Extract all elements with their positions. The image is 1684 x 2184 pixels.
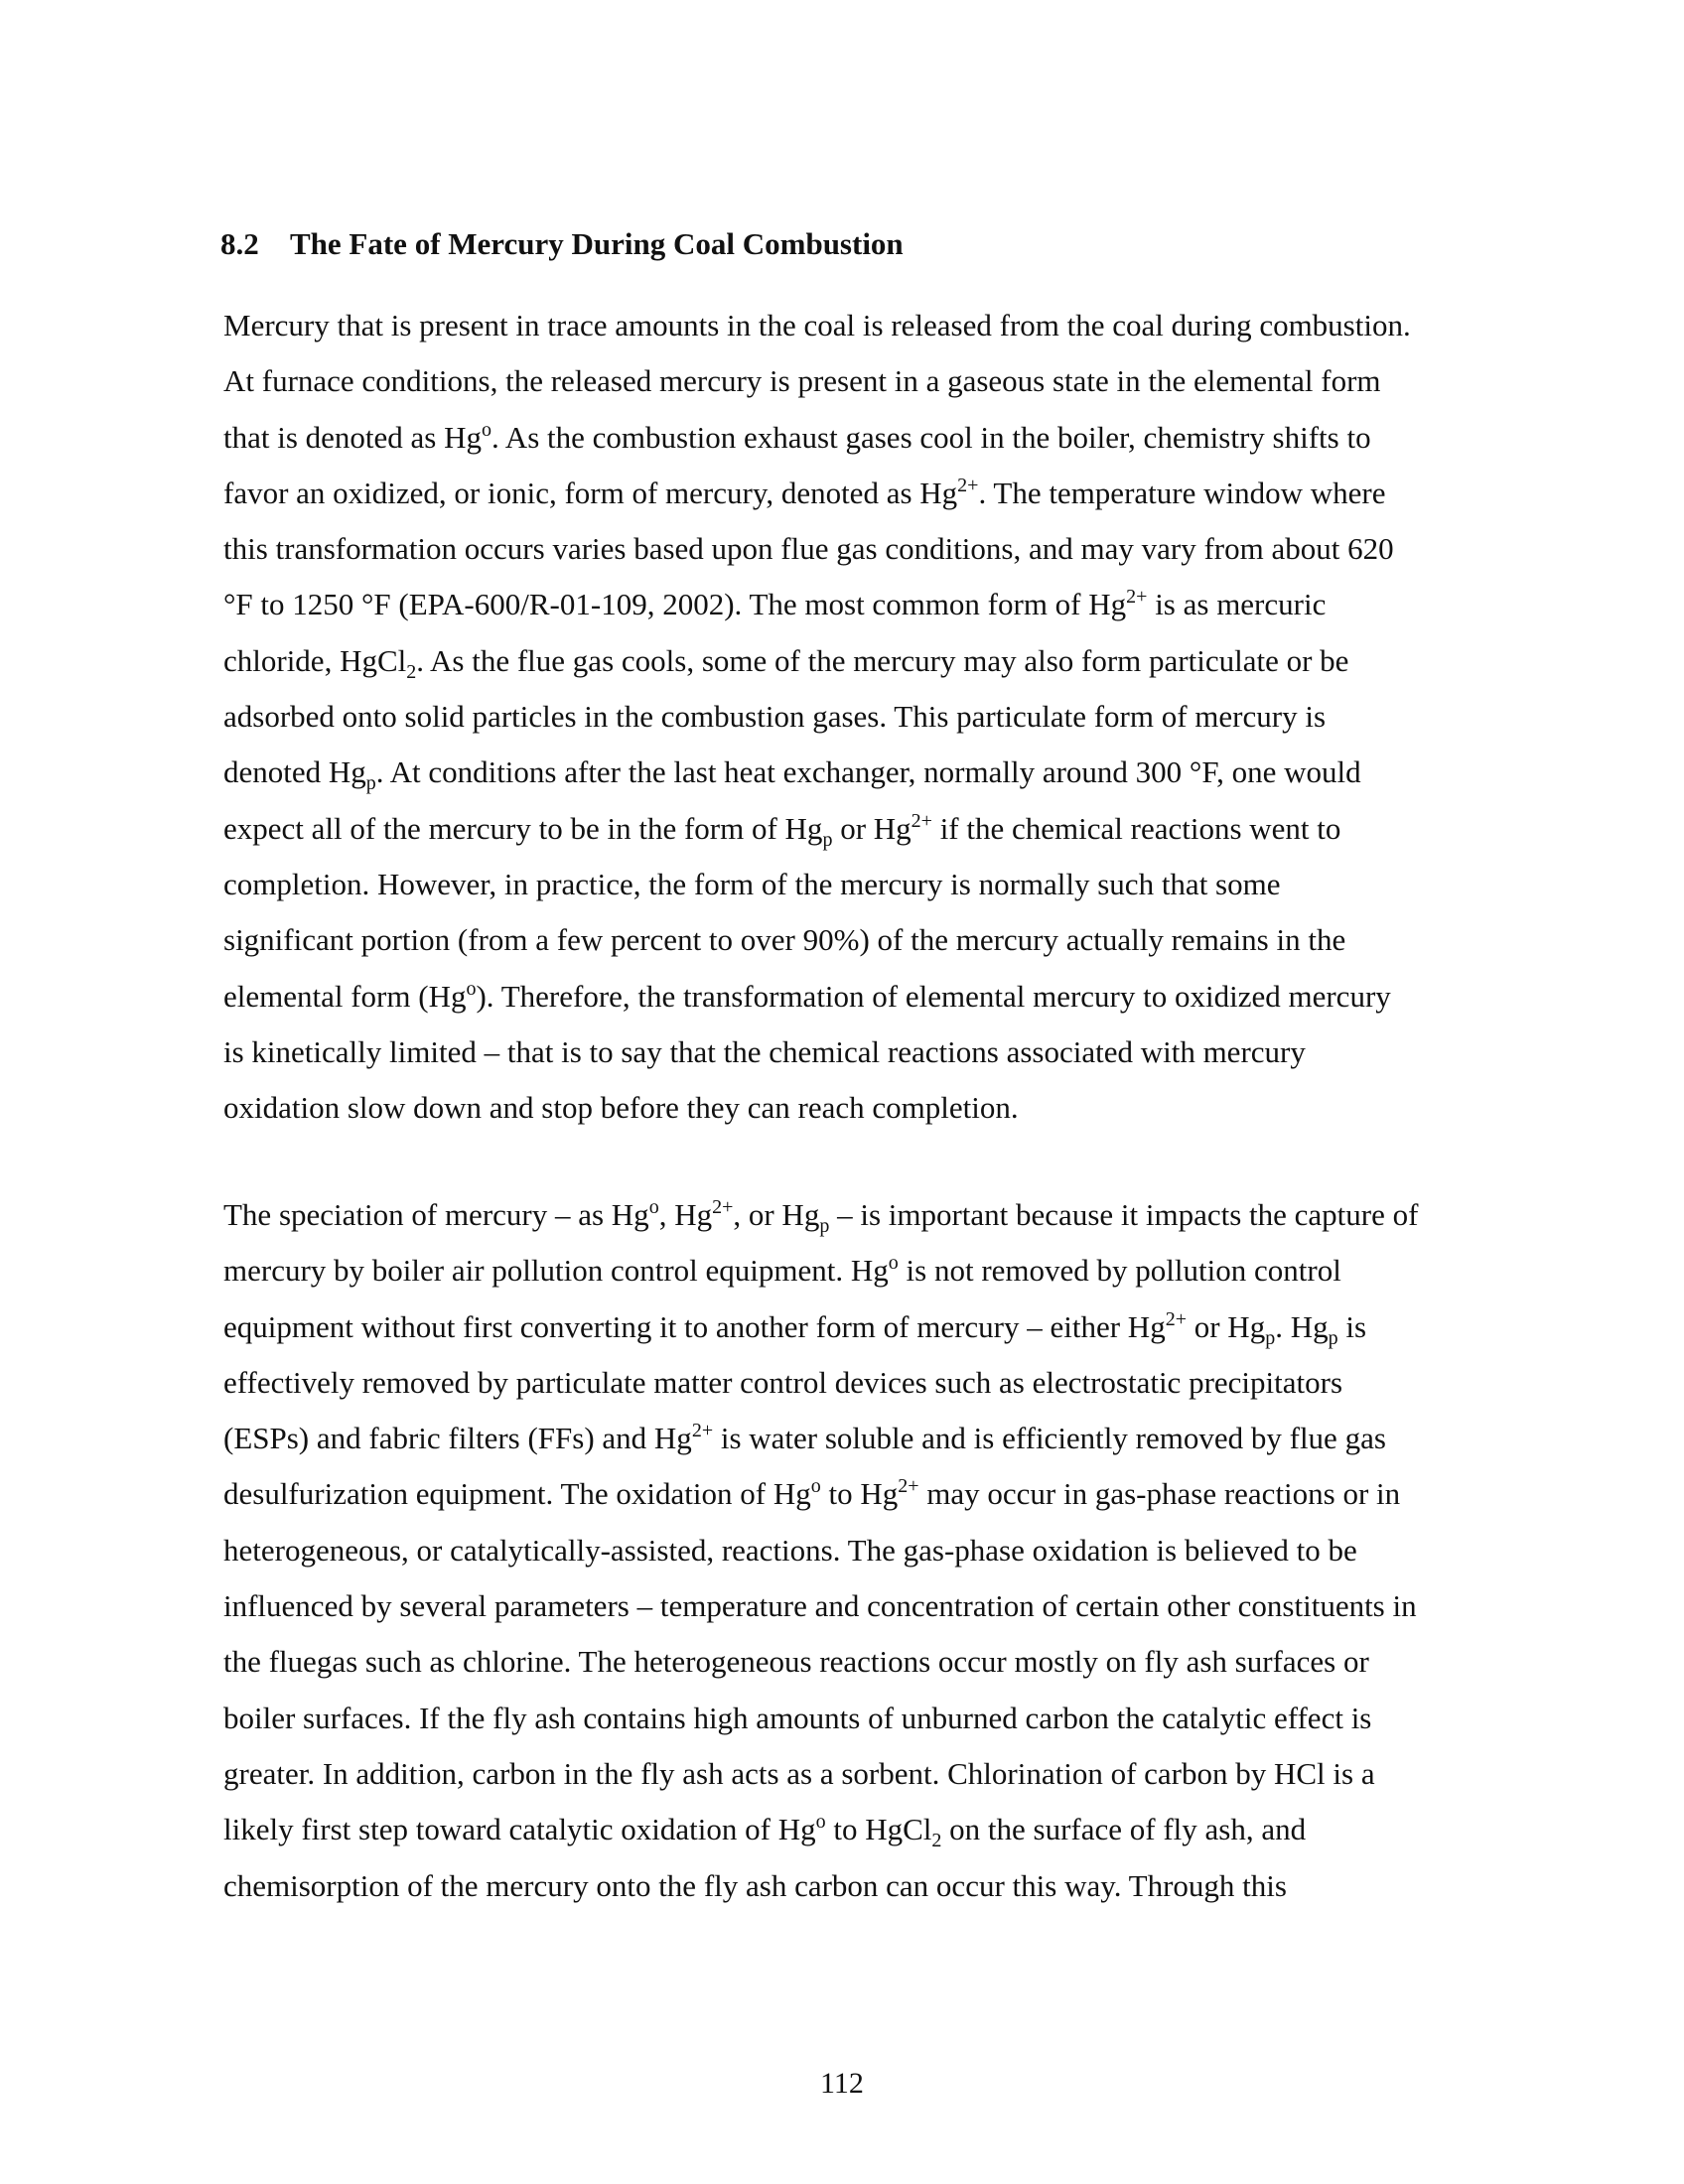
text-run: to HgCl (825, 1812, 932, 1847)
text-run: the fluegas such as chlorine. The heterogeneous reactions occur mostly on fly ash surfaces or (223, 1644, 1369, 1680)
superscript: o (815, 1811, 826, 1834)
text-run: , or Hg (733, 1197, 820, 1232)
text-line (223, 1858, 1504, 1914)
page-number: 112 (820, 2067, 864, 2100)
text-run: effectively removed by particulate matter control devices such as electrostatic precipitators (223, 1364, 1343, 1400)
text-run: chloride, HgCl (223, 642, 407, 678)
text-line (223, 689, 1504, 745)
text-line (223, 1634, 1504, 1690)
text-line (223, 1243, 1504, 1298)
text-line (223, 633, 1504, 689)
text-line (223, 1802, 1504, 1857)
section-heading (220, 226, 904, 262)
text-run: likely first step toward catalytic oxidation of Hg (223, 1812, 816, 1847)
text-run: is as mercuric (1147, 587, 1327, 622)
text-run: . The temperature window where (978, 475, 1386, 510)
text-line (223, 353, 1504, 409)
text-run: adsorbed onto solid particles in the combustion gases. This particulate form of mercury is (223, 699, 1327, 735)
text-run: favor an oxidized, or ionic, form of mercury, denoted as Hg (223, 475, 958, 510)
section-title: The Fate of Mercury During Coal Combustion (290, 226, 904, 261)
text-run: that is denoted as Hg (223, 419, 483, 455)
text-line (223, 1746, 1504, 1802)
text-line (223, 801, 1504, 857)
text-run: is not removed by pollution control (898, 1253, 1341, 1289)
text-line (223, 1187, 1504, 1243)
section-number: 8.2 (220, 226, 259, 261)
text-run: The speciation of mercury – as Hg (223, 1197, 649, 1232)
superscript: o (810, 1475, 821, 1498)
subscript: 2 (931, 1830, 942, 1852)
text-run: or Hg (832, 810, 912, 846)
text-run: . As the flue gas cools, some of the mercury may also form particulate or be (416, 642, 1349, 678)
text-run: this transformation occurs varies based upon flue gas conditions, and may vary from about 620 (223, 531, 1394, 567)
text-run: to Hg (820, 1476, 899, 1512)
superscript: 2+ (898, 1475, 919, 1498)
text-run: – is important because it impacts the capture of (829, 1197, 1419, 1232)
superscript: 2+ (911, 809, 932, 832)
text-line (223, 1691, 1504, 1746)
text-run: , Hg (658, 1197, 713, 1232)
text-line (223, 1523, 1504, 1578)
text-run: . Hg (1275, 1308, 1329, 1344)
subscript: p (1265, 1326, 1276, 1349)
text-run: equipment without first converting it to another form of mercury – either Hg (223, 1308, 1166, 1344)
text-run: ). Therefore, the transformation of elemental mercury to oxidized mercury (476, 978, 1391, 1014)
text-line (223, 1411, 1504, 1466)
text-run: may occur in gas-phase reactions or in (918, 1476, 1401, 1512)
text-run: Mercury that is present in trace amounts in the coal is released from the coal during combustion. (223, 308, 1411, 342)
subscript: p (822, 828, 833, 851)
superscript: 2+ (691, 1420, 714, 1442)
text-run: if the chemical reactions went to (931, 810, 1341, 846)
text-run: is water soluble and is efficiently removed by flue gas (713, 1421, 1386, 1456)
text-run: on the surface of fly ash, and (941, 1812, 1307, 1847)
text-run: (ESPs) and fabric filters (FFs) and Hg (223, 1421, 692, 1456)
superscript: o (888, 1252, 899, 1275)
paragraph-1 (223, 298, 1504, 1136)
text-line (223, 745, 1504, 800)
text-run: is kinetically limited – that is to say that the chemical reactions associated with mercury (223, 1033, 1306, 1069)
text-line (223, 298, 1504, 353)
superscript: 2+ (1165, 1307, 1187, 1330)
text-run: or Hg (1186, 1308, 1266, 1344)
superscript: 2+ (957, 474, 979, 496)
text-line (223, 577, 1504, 632)
superscript: o (466, 977, 477, 1000)
text-run: elemental form (Hg (223, 978, 467, 1014)
text-line (223, 1080, 1504, 1136)
subscript: p (819, 1215, 830, 1237)
text-run: . As the combustion exhaust gases cool in the boiler, chemistry shifts to (491, 419, 1371, 455)
text-run: significant portion (from a few percent to over 90%) of the mercury actually remains in the (223, 922, 1346, 958)
subscript: p (365, 772, 376, 795)
text-line (223, 1024, 1504, 1080)
superscript: 2+ (1126, 586, 1148, 609)
text-run: At furnace conditions, the released mercury is present in a gaseous state in the elemental form (223, 363, 1381, 399)
text-line (223, 912, 1504, 968)
text-run: influenced by several parameters – temperature and concentration of certain other constituents in (223, 1588, 1417, 1624)
text-line (223, 521, 1504, 577)
paragraph-2 (223, 1187, 1504, 1914)
text-line (223, 1466, 1504, 1522)
superscript: o (482, 418, 492, 441)
text-run: heterogeneous, or catalytically-assisted, reactions. The gas-phase oxidation is believed to be (223, 1532, 1357, 1568)
subscript: p (1328, 1326, 1338, 1349)
text-line (223, 1355, 1504, 1411)
text-run: oxidation slow down and stop before they can reach completion. (223, 1090, 1019, 1126)
text-run: desulfurization equipment. The oxidation of Hg (223, 1476, 811, 1512)
text-run: . At conditions after the last heat exchanger, normally around 300 °F, one would (375, 754, 1361, 790)
subscript: 2 (406, 660, 417, 683)
text-line (223, 1578, 1504, 1634)
text-run: denoted Hg (223, 754, 366, 790)
text-run: chemisorption of the mercury onto the fly ash carbon can occur this way. Through this (223, 1867, 1287, 1903)
text-line (223, 857, 1504, 912)
text-run: greater. In addition, carbon in the fly ash acts as a sorbent. Chlorination of carbon by HCl is a (223, 1755, 1375, 1791)
text-run: °F to 1250 °F (EPA-600/R-01-109, 2002). The most common form of Hg (223, 587, 1127, 622)
text-run: boiler surfaces. If the fly ash contains high amounts of unburned carbon the catalytic effect is (223, 1700, 1372, 1735)
superscript: o (648, 1196, 659, 1218)
text-run: completion. However, in practice, the form of the mercury is normally such that some (223, 866, 1281, 901)
text-line (223, 1299, 1504, 1355)
text-run: expect all of the mercury to be in the form of Hg (223, 810, 823, 846)
text-line (223, 969, 1504, 1024)
text-run: is (1337, 1308, 1367, 1344)
text-run: mercury by boiler air pollution control equipment. Hg (223, 1253, 889, 1289)
text-line (223, 466, 1504, 521)
superscript: 2+ (712, 1196, 734, 1218)
text-line (223, 410, 1504, 466)
